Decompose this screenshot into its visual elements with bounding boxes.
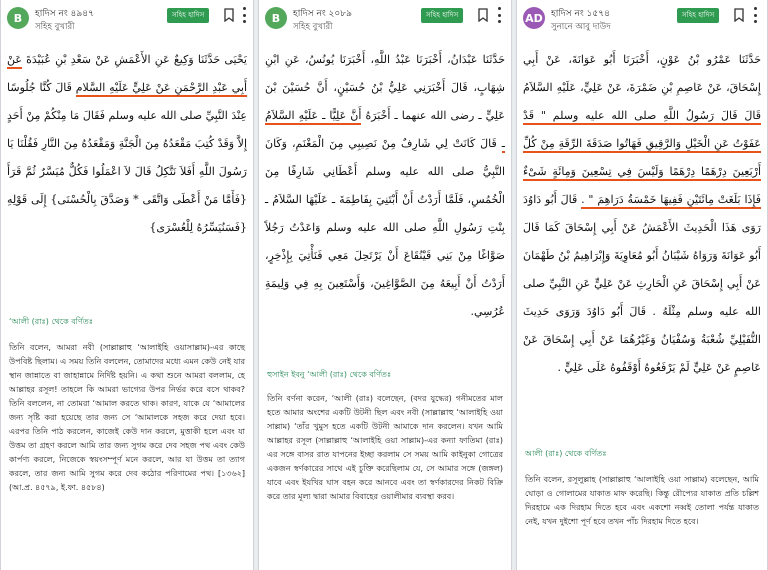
narrator-line: হুসাইন ইবনু ‘আলী (রাঃ) থেকে বর্ণিতঃ xyxy=(267,370,392,379)
card-header xyxy=(517,0,767,46)
narrator-line: ‘আলী (রাঃ) থেকে বর্ণিতঃ xyxy=(9,317,94,326)
arabic-part: قَالَ أَبُو دَاوُدَ رَوَى هَذَا الْحَدِيثَ الأَعْمَشُ عَنْ أَبِي إِسْحَاقَ كَمَا قَالَ أَبُو عَوَانَةَ وَرَوَاهُ شَيْبَانُ أَبُو مُعَاوِيَةَ وَإِبْرَاهِيمُ بْنُ طَهْمَانَ عَنْ أَبِي إِسْحَاقَ عَنِ الْحَارِثِ عَنْ عَلِيٍّ عَنِ النَّبِيِّ صلى الله عليه وسلم مِثْلَهُ ‏.‏ قَالَ أَبُو دَاوُدَ وَرَوَى حَدِيثَ النُّفَيْلِيِّ شُعْبَةُ وَسُفْيَانُ وَغَيْرُهُمَا عَنْ أَبِي إِسْحَاقَ عَنْ عَاصِمٍ عَنْ عَلِيٍّ لَمْ يَرْفَعُوهُ أَوْقَفُوهُ عَلَى عَلِيٍّ ‏.‏ xyxy=(523,193,761,374)
hadith-card-1574 xyxy=(516,0,768,570)
more-options-icon[interactable] xyxy=(496,7,502,23)
hadith-card-2089 xyxy=(258,0,512,570)
arabic-part: حَدَّثَنَا عَبْدَانُ، أَخْبَرَنَا عَبْدُ اللَّهِ، أَخْبَرَنَا يُونُسُ، عَنِ ابْنِ شِهَابٍ، قَالَ أَخْبَرَنِي عَلِيُّ بْنُ حُسَيْنٍ، أَنَّ حُسَيْنَ بْنَ عَلِيٍّ ـ رضى الله عنهما ـ أَخْبَرَهُ xyxy=(265,53,505,122)
card-header xyxy=(259,0,511,46)
book-name: সহিহ বুখারী xyxy=(293,22,333,32)
book-avatar: AD xyxy=(523,7,545,29)
narrator-line: আলী (রাঃ) থেকে বর্ণিতঃ xyxy=(525,449,607,458)
arabic-part: قَالَ كُنَّا جُلُوسًا عِنْدَ النَّبِيِّ صلى الله عليه وسلم فَقَالَ مَا مِنْكُمْ مِنْ أَحَدٍ إِلاَّ وَقَدْ كُتِبَ مَقْعَدُهُ مِنَ الْجَنَّةِ وَمَقْعَدُهُ مِنَ النَّارِ فَقُلْنَا يَا رَسُولَ اللَّهِ أَفَلاَ نَتَّكِلُ قَالَ لاَ اعْمَلُوا فَكُلٌّ مُيَسَّرٌ ثُمَّ قَرَأَ ‏{‏فَأَمَّا مَنْ أَعْطَى وَاتَّقَى * وَصَدَّقَ بِالْحُسْنَى‏}‏ إِلَى قَوْلِهِ ‏{‏فَسَنُيَسِّرُهُ لِلْعُسْرَى‏}‏ xyxy=(7,81,247,234)
highlighted-phrase: عَنْ أَبِي عَبْدِ الرَّحْمَنِ عَنْ عَلِيٍّ عَلَيْهِ السَّلام xyxy=(7,53,247,97)
arabic-text xyxy=(517,46,767,438)
bengali-translation: তিনি বর্ণনা করেন, ‘আলী (রাঃ) বলেছেন, (বদর যুদ্ধের) গনীমতের মাল হতে আমার অংশের একটি উটনী ছিল এবং নবী (সাল্লাল্লাহু ‘আলাইহি ওয়া সাল্লাম) ‘তাঁর খুমুস হতে একটি উটনী আমাকে দান করলেন। যখন আমি আল্লাহর রসূল (সাল্লাল্লাহু ‘আলাইহি ওয়া সাল্লাম)-এর কন্যা ফাতিমা (রাঃ) এর সঙ্গে বাসর রাত যাপনের ইচ্ছা করলাম সে সময় আমি কাইনুকা গোত্রের একজন স্বর্ণকারের সাথে এই চুক্তি করেছিলাম যে, সে আমার সঙ্গে (জঙ্গল) যাবে এবং ইযখির ঘাস বহন করে আনবে এবং তা স্বর্ণকারদের নিকট বিক্রি করে তার মূল্য দ্বারা আমার বিবাহের ওয়ালীমার ব্যবস্থা করব। xyxy=(267,394,503,501)
more-options-icon[interactable] xyxy=(241,7,247,23)
bookmark-icon[interactable] xyxy=(734,8,744,22)
hadith-number: হাদিস নং ১৫৭৪ xyxy=(551,9,610,19)
arabic-text xyxy=(1,46,253,308)
grade-badge: সহিহ হাদিস xyxy=(421,8,463,23)
arabic-part: حَدَّثَنَا عَمْرُو بْنُ عَوْنٍ، أَخْبَرَنَا أَبُو عَوَانَةَ، عَنْ أَبِي إِسْحَاقَ، عَنْ عَاصِمِ بْنِ ضَمْرَةَ، عَنْ عَلِيٍّ، عَلَيْهِ السَّلاَمُ xyxy=(523,53,761,94)
hadith-number: হাদিস নং ২০৮৯ xyxy=(293,9,352,19)
book-name: সুনানে আবু দাউদ xyxy=(551,22,611,32)
arabic-text xyxy=(259,46,511,361)
bookmark-icon[interactable] xyxy=(478,8,488,22)
highlighted-phrase: قَالَ قَالَ رَسُولُ اللَّهِ صلى الله عليه وسلم ‏"‏ قَدْ عَفَوْتُ عَنِ الْخَيْلِ وَالرَّقِيقِ فَهَاتُوا صَدَقَةَ الرِّقَةِ مِنْ كُلِّ أَرْبَعِينَ دِرْهَمًا دِرْهَمًا وَلَيْسَ فِي تِسْعِينَ وَمِائَةٍ شَىْءٌ فَإِذَا بَلَغَتْ مِائَتَيْنِ فَفِيهَا خَمْسَةُ دَرَاهِمَ ‏"‏ ‏.‏ xyxy=(523,109,761,209)
highlighted-phrase: أَنَّ عَلِيًّا ـ عَلَيْهِ السَّلاَمُ ـ xyxy=(265,109,505,153)
hadith-card-4947 xyxy=(0,0,254,570)
book-avatar: B xyxy=(265,7,287,29)
arabic-part: يَحْيَى حَدَّثَنَا وَكِيعٌ عَنِ الأَعْمَشِ عَنْ سَعْدِ بْنِ عُبَيْدَةَ xyxy=(26,53,247,66)
book-avatar: B xyxy=(7,7,29,29)
grade-badge: সহিহ হাদিস xyxy=(167,8,209,23)
grade-badge: সহিহ হাদিস xyxy=(677,8,719,23)
more-options-icon[interactable] xyxy=(752,7,758,23)
bookmark-icon[interactable] xyxy=(224,8,234,22)
bengali-translation: তিনি বলেন, আমরা নবী (সাল্লাল্লাহু ‘আলাইহি ওয়াসাল্লাম)-এর কাছে উপবিষ্ট ছিলাম। এ সময় তিনি বললেন, তোমাদের মধ্যে এমন কেউ নেই যার স্থান জান্নাতে বা জাহান্নামে নির্দিষ্ট হয়নি। এ কথা শুনে আমরা বললাম, হে আল্লাহর রসূল! তাহলে কি আমরা ভাগ্যের উপর নির্ভর করে বসে থাকব? তিনি বললেন, না তোমরা ‘আমাল করতে থাক। কারণ, যাকে যে ‘আমালের জন্য সৃষ্টি করা হয়েছে তার জন্য সে ‘আমালকে সহজ করে দেয়া হবে। এরপর তিনি পাঠ করলেন, কাজেই কেউ দান করলে, মুত্তাকী হলে এবং যা উত্তম তা গ্রহণ করলে আমি তার জন্য সুগম করে দেব সহজ পথ এবং কেউ কার্পণ্য করলে, নিজেকে স্বয়ংসম্পূর্ণ মনে করলে, আর যা উত্তম তা ত্যাগ করলে, তার জন্য আমি সুগম করে দেব কঠোর পরিণামের পথ। [১৩৬২] (আ.প্র. ৪৫৭৯, ই.ফা. ৪৫৮৪) xyxy=(9,343,245,492)
card-header xyxy=(1,0,253,46)
bengali-translation: তিনি বলেন, রসূলুল্লাহ (সাল্লাল্লাহু ‘আলাইহি ওয়া সাল্লাম) বলেছেন, আমি ঘোড়া ও গোলামের যাকাত মাফ করেছি। কিন্তু রৌপ্যের যাকাত প্রতি চল্লিশ দিরহামে এক দিরহাম দিতে হবে এবং একশো নব্বই তোলা পর্যন্ত যাকাত নেই, যখন দুইশো পূর্ণ হবে তখন পাঁচ দিরহাম দিতে হবে। xyxy=(525,475,759,526)
hadith-number: হাদিস নং ৪৯৪৭ xyxy=(35,9,94,19)
book-name: সহিহ বুখারী xyxy=(35,22,75,32)
arabic-part: قَالَ كَانَتْ لِي شَارِفٌ مِنْ نَصِيبِي مِنَ الْمَغْنَمِ، وَكَانَ النَّبِيُّ صلى الله عليه وسلم أَعْطَانِي شَارِفًا مِنَ الْخُمُسِ، فَلَمَّا أَرَدْتُ أَنْ أَبْتَنِيَ بِفَاطِمَةَ ـ عَلَيْهَا السَّلاَمُ ـ بِنْتِ رَسُولِ اللَّهِ صلى الله عليه وسلم وَاعَدْتُ رَجُلاً صَوَّاغًا مِنْ بَنِي قَيْنُقَاعَ أَنْ يَرْتَحِلَ مَعِي فَنَأْتِيَ بِإِذْخِرٍ، أَرَدْتُ أَنْ أَبِيعَهُ مِنَ الصَّوَّاغِينَ، وَأَسْتَعِينَ بِهِ فِي وَلِيمَةِ عُرُسِي‏. xyxy=(265,137,505,318)
